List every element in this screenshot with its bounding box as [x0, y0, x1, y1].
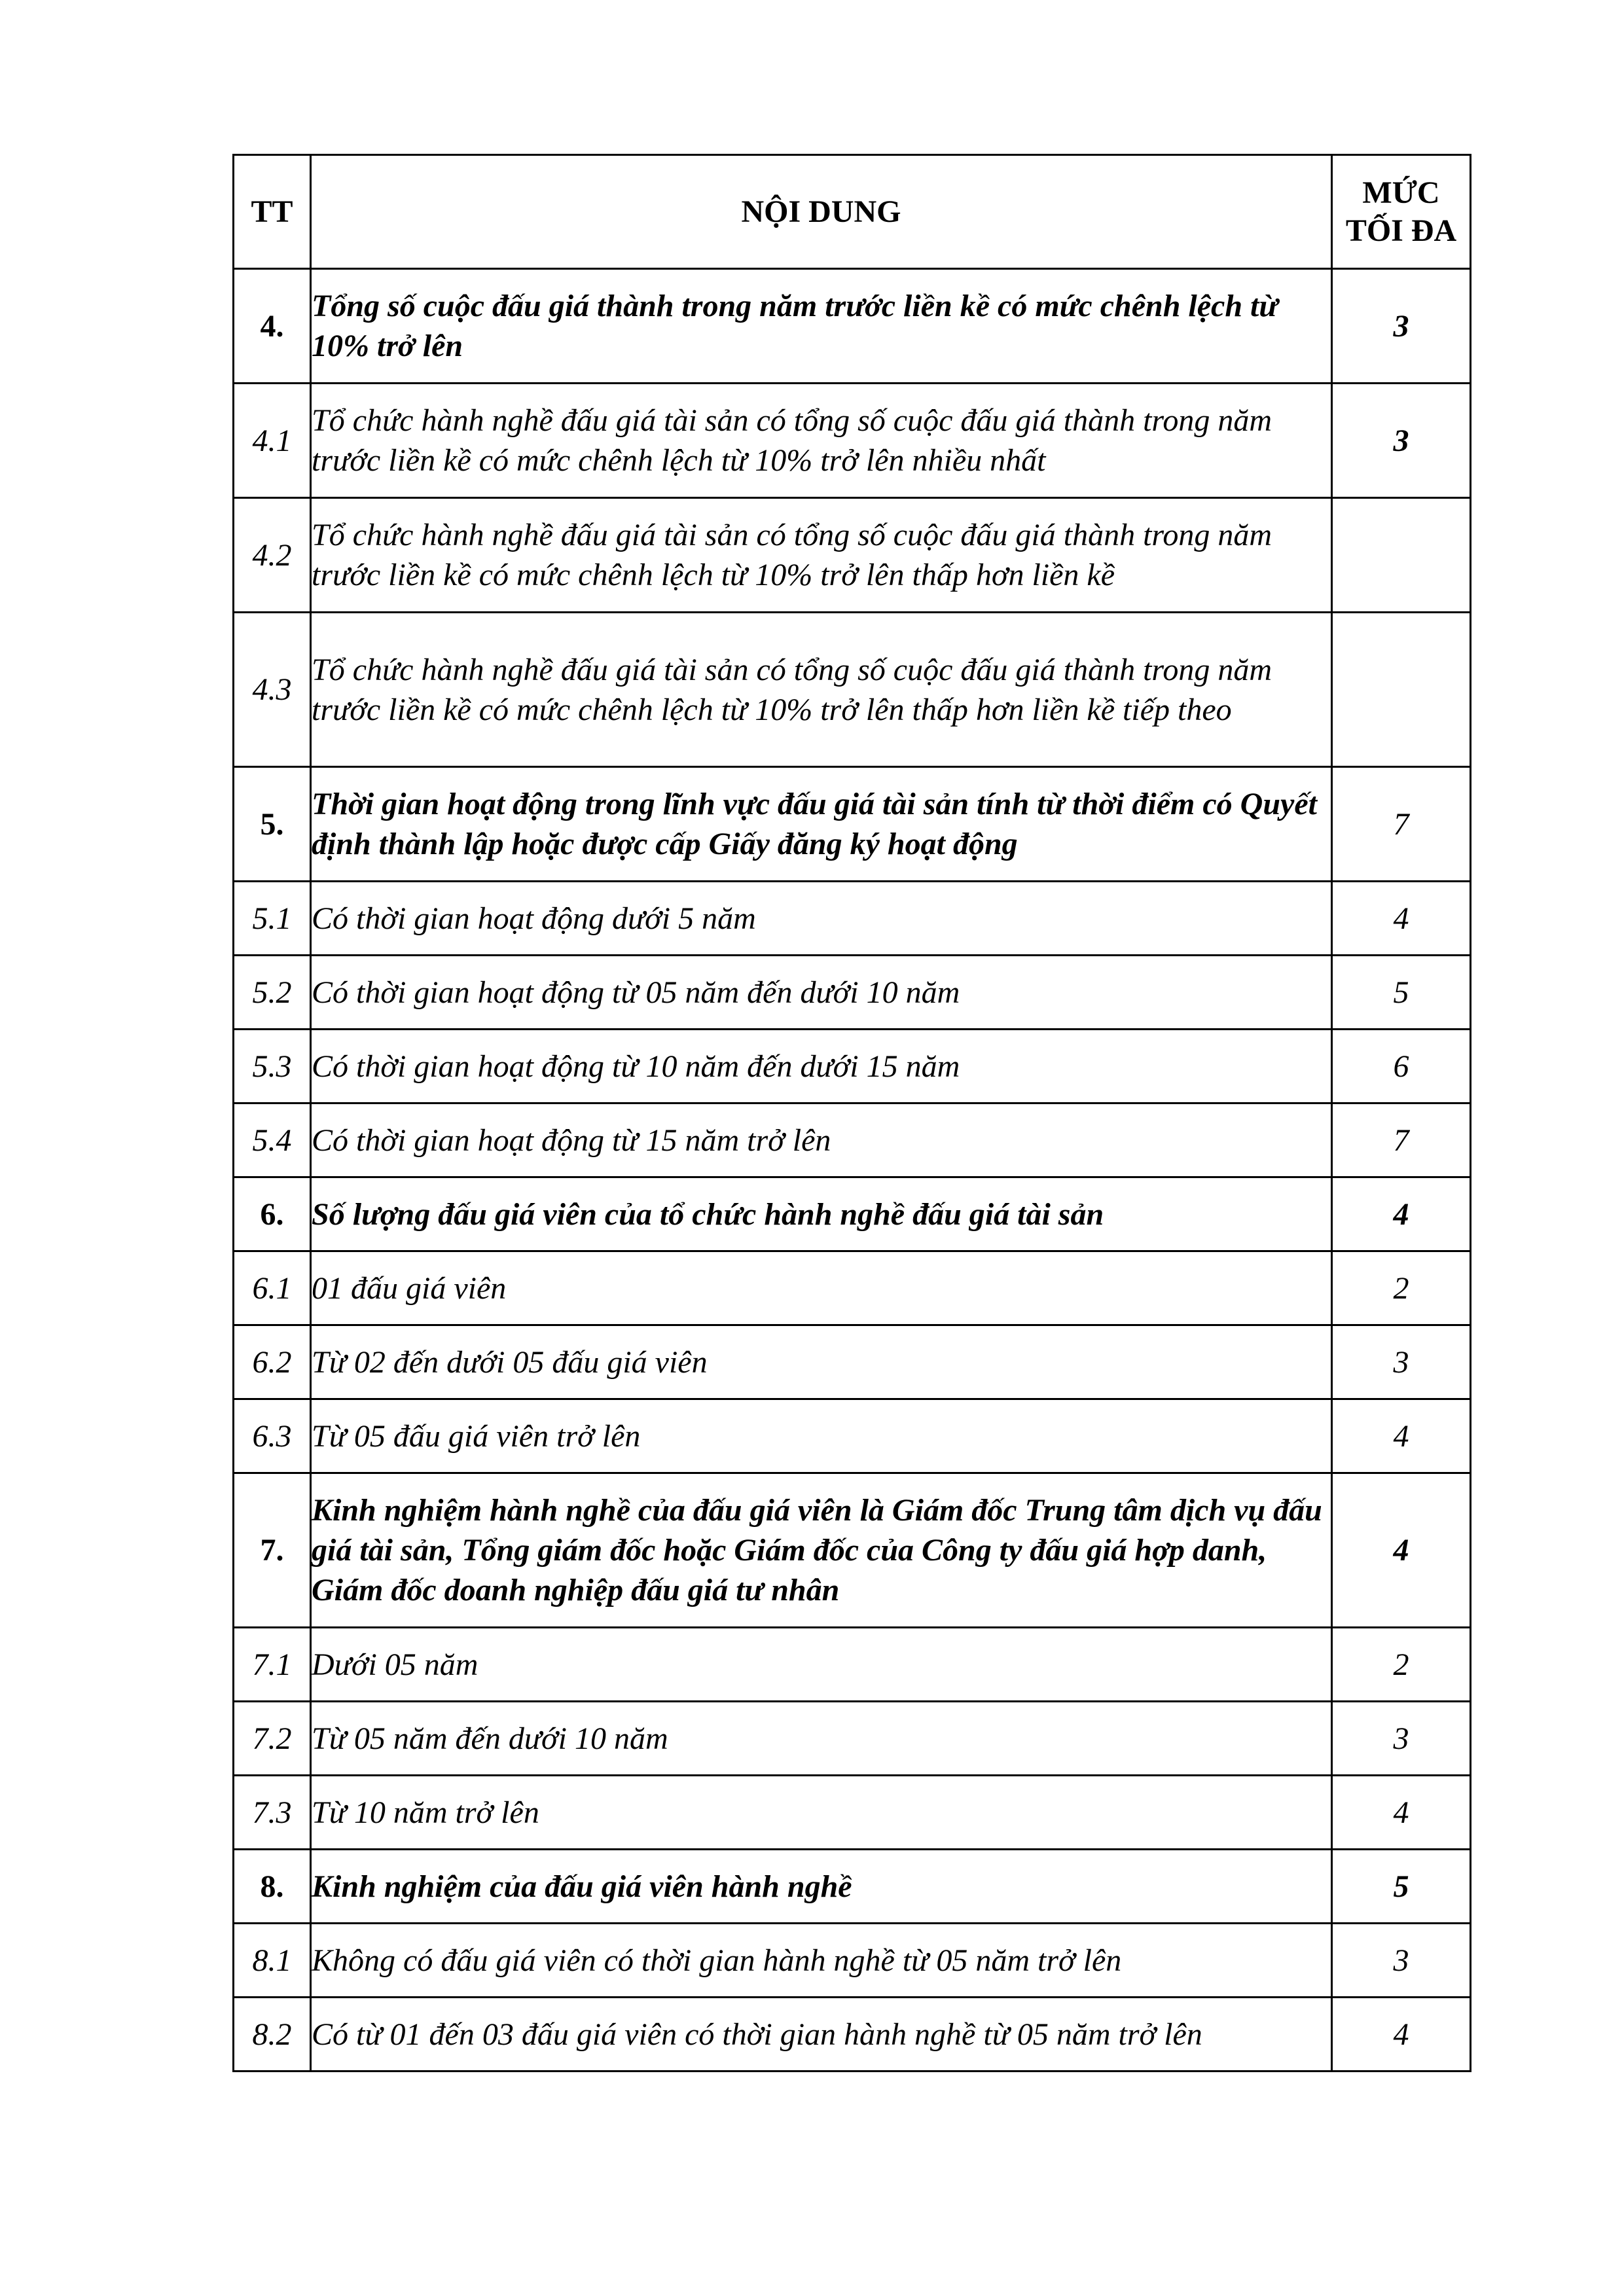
row-max-score: 2 [1332, 1251, 1471, 1325]
table-row [234, 1776, 1471, 1850]
header-max [1332, 155, 1471, 269]
table-row [234, 1103, 1471, 1177]
table-row [234, 1325, 1471, 1399]
table-row [234, 767, 1471, 882]
row-content: Tổ chức hành nghề đấu giá tài sản có tổng số cuộc đấu giá thành trong năm trước liền kề có mức chênh lệch từ 10% trở lên thấp hơn liền kề tiếp theo [311, 613, 1332, 767]
table-row [234, 1473, 1471, 1628]
table-row [234, 1251, 1471, 1325]
table-row [234, 1399, 1471, 1473]
row-max-score: 2 [1332, 1628, 1471, 1702]
row-content: Số lượng đấu giá viên của tổ chức hành nghề đấu giá tài sản [311, 1177, 1332, 1251]
row-number: 5.3 [234, 1030, 311, 1103]
table-row [234, 384, 1471, 498]
table-row [234, 1702, 1471, 1776]
table-row [234, 613, 1471, 767]
row-max-score: 4 [1332, 882, 1471, 956]
row-number: 4. [234, 269, 311, 384]
row-max-score: 3 [1332, 384, 1471, 498]
header-content: NỘI DUNG [311, 155, 1332, 269]
row-number: 6.1 [234, 1251, 311, 1325]
row-number: 5.2 [234, 956, 311, 1030]
row-content: Từ 10 năm trở lên [311, 1776, 1332, 1850]
row-max-score: 5 [1332, 1850, 1471, 1924]
row-number: 7.3 [234, 1776, 311, 1850]
row-max-score: 7 [1332, 1103, 1471, 1177]
table-row [234, 498, 1471, 613]
row-content: Dưới 05 năm [311, 1628, 1332, 1702]
table-row [234, 1628, 1471, 1702]
table-row [234, 956, 1471, 1030]
table-row [234, 1850, 1471, 1924]
row-max-score [1332, 613, 1471, 767]
row-content: Kinh nghiệm hành nghề của đấu giá viên là Giám đốc Trung tâm dịch vụ đấu giá tài sản, Tổng giám đốc hoặc Giám đốc của Công ty đấu giá hợp danh, Giám đốc doanh nghiệp đấu giá tư nhân [311, 1473, 1332, 1628]
row-number: 5.4 [234, 1103, 311, 1177]
row-max-score: 3 [1332, 1702, 1471, 1776]
row-number: 4.3 [234, 613, 311, 767]
row-number: 4.1 [234, 384, 311, 498]
row-number: 7. [234, 1473, 311, 1628]
row-number: 5.1 [234, 882, 311, 956]
row-number: 8.1 [234, 1924, 311, 1998]
row-max-score [1332, 498, 1471, 613]
row-max-score: 3 [1332, 269, 1471, 384]
row-max-score: 4 [1332, 1998, 1471, 2072]
header-tt: TT [234, 155, 311, 269]
table-row [234, 1998, 1471, 2072]
row-content: Từ 05 đấu giá viên trở lên [311, 1399, 1332, 1473]
row-number: 5. [234, 767, 311, 882]
row-content: Có thời gian hoạt động từ 05 năm đến dưới 10 năm [311, 956, 1332, 1030]
row-max-score: 7 [1332, 767, 1471, 882]
row-number: 6.2 [234, 1325, 311, 1399]
row-number: 7.1 [234, 1628, 311, 1702]
row-max-score: 4 [1332, 1473, 1471, 1628]
row-content: Có thời gian hoạt động từ 10 năm đến dưới 15 năm [311, 1030, 1332, 1103]
row-content: Tổng số cuộc đấu giá thành trong năm trước liền kề có mức chênh lệch từ 10% trở lên [311, 269, 1332, 384]
row-max-score: 3 [1332, 1924, 1471, 1998]
row-content: Từ 05 năm đến dưới 10 năm [311, 1702, 1332, 1776]
header-max-line2: TỐI ĐA [1345, 213, 1457, 248]
row-content: Không có đấu giá viên có thời gian hành nghề từ 05 năm trở lên [311, 1924, 1332, 1998]
row-number: 6.3 [234, 1399, 311, 1473]
table-header-row [234, 155, 1471, 269]
table-row [234, 1030, 1471, 1103]
row-content: Có thời gian hoạt động dưới 5 năm [311, 882, 1332, 956]
row-content: Có thời gian hoạt động từ 15 năm trở lên [311, 1103, 1332, 1177]
row-max-score: 4 [1332, 1399, 1471, 1473]
row-number: 6. [234, 1177, 311, 1251]
row-number: 8.2 [234, 1998, 311, 2072]
row-number: 7.2 [234, 1702, 311, 1776]
row-content: Tổ chức hành nghề đấu giá tài sản có tổng số cuộc đấu giá thành trong năm trước liền kề có mức chênh lệch từ 10% trở lên nhiều nhất [311, 384, 1332, 498]
row-max-score: 5 [1332, 956, 1471, 1030]
row-max-score: 3 [1332, 1325, 1471, 1399]
row-content: 01 đấu giá viên [311, 1251, 1332, 1325]
row-max-score: 6 [1332, 1030, 1471, 1103]
table-row [234, 882, 1471, 956]
table-row [234, 1924, 1471, 1998]
row-content: Từ 02 đến dưới 05 đấu giá viên [311, 1325, 1332, 1399]
row-content: Kinh nghiệm của đấu giá viên hành nghề [311, 1850, 1332, 1924]
row-max-score: 4 [1332, 1776, 1471, 1850]
row-content: Có từ 01 đến 03 đấu giá viên có thời gian hành nghề từ 05 năm trở lên [311, 1998, 1332, 2072]
row-content: Thời gian hoạt động trong lĩnh vực đấu giá tài sản tính từ thời điểm có Quyết định thành lập hoặc được cấp Giấy đăng ký hoạt động [311, 767, 1332, 882]
row-number: 8. [234, 1850, 311, 1924]
row-content: Tổ chức hành nghề đấu giá tài sản có tổng số cuộc đấu giá thành trong năm trước liền kề có mức chênh lệch từ 10% trở lên thấp hơn liền kề [311, 498, 1332, 613]
row-max-score: 4 [1332, 1177, 1471, 1251]
table-row [234, 269, 1471, 384]
row-number: 4.2 [234, 498, 311, 613]
criteria-table [232, 154, 1471, 2072]
header-max-line1: MỨC [1362, 175, 1440, 210]
table-row [234, 1177, 1471, 1251]
